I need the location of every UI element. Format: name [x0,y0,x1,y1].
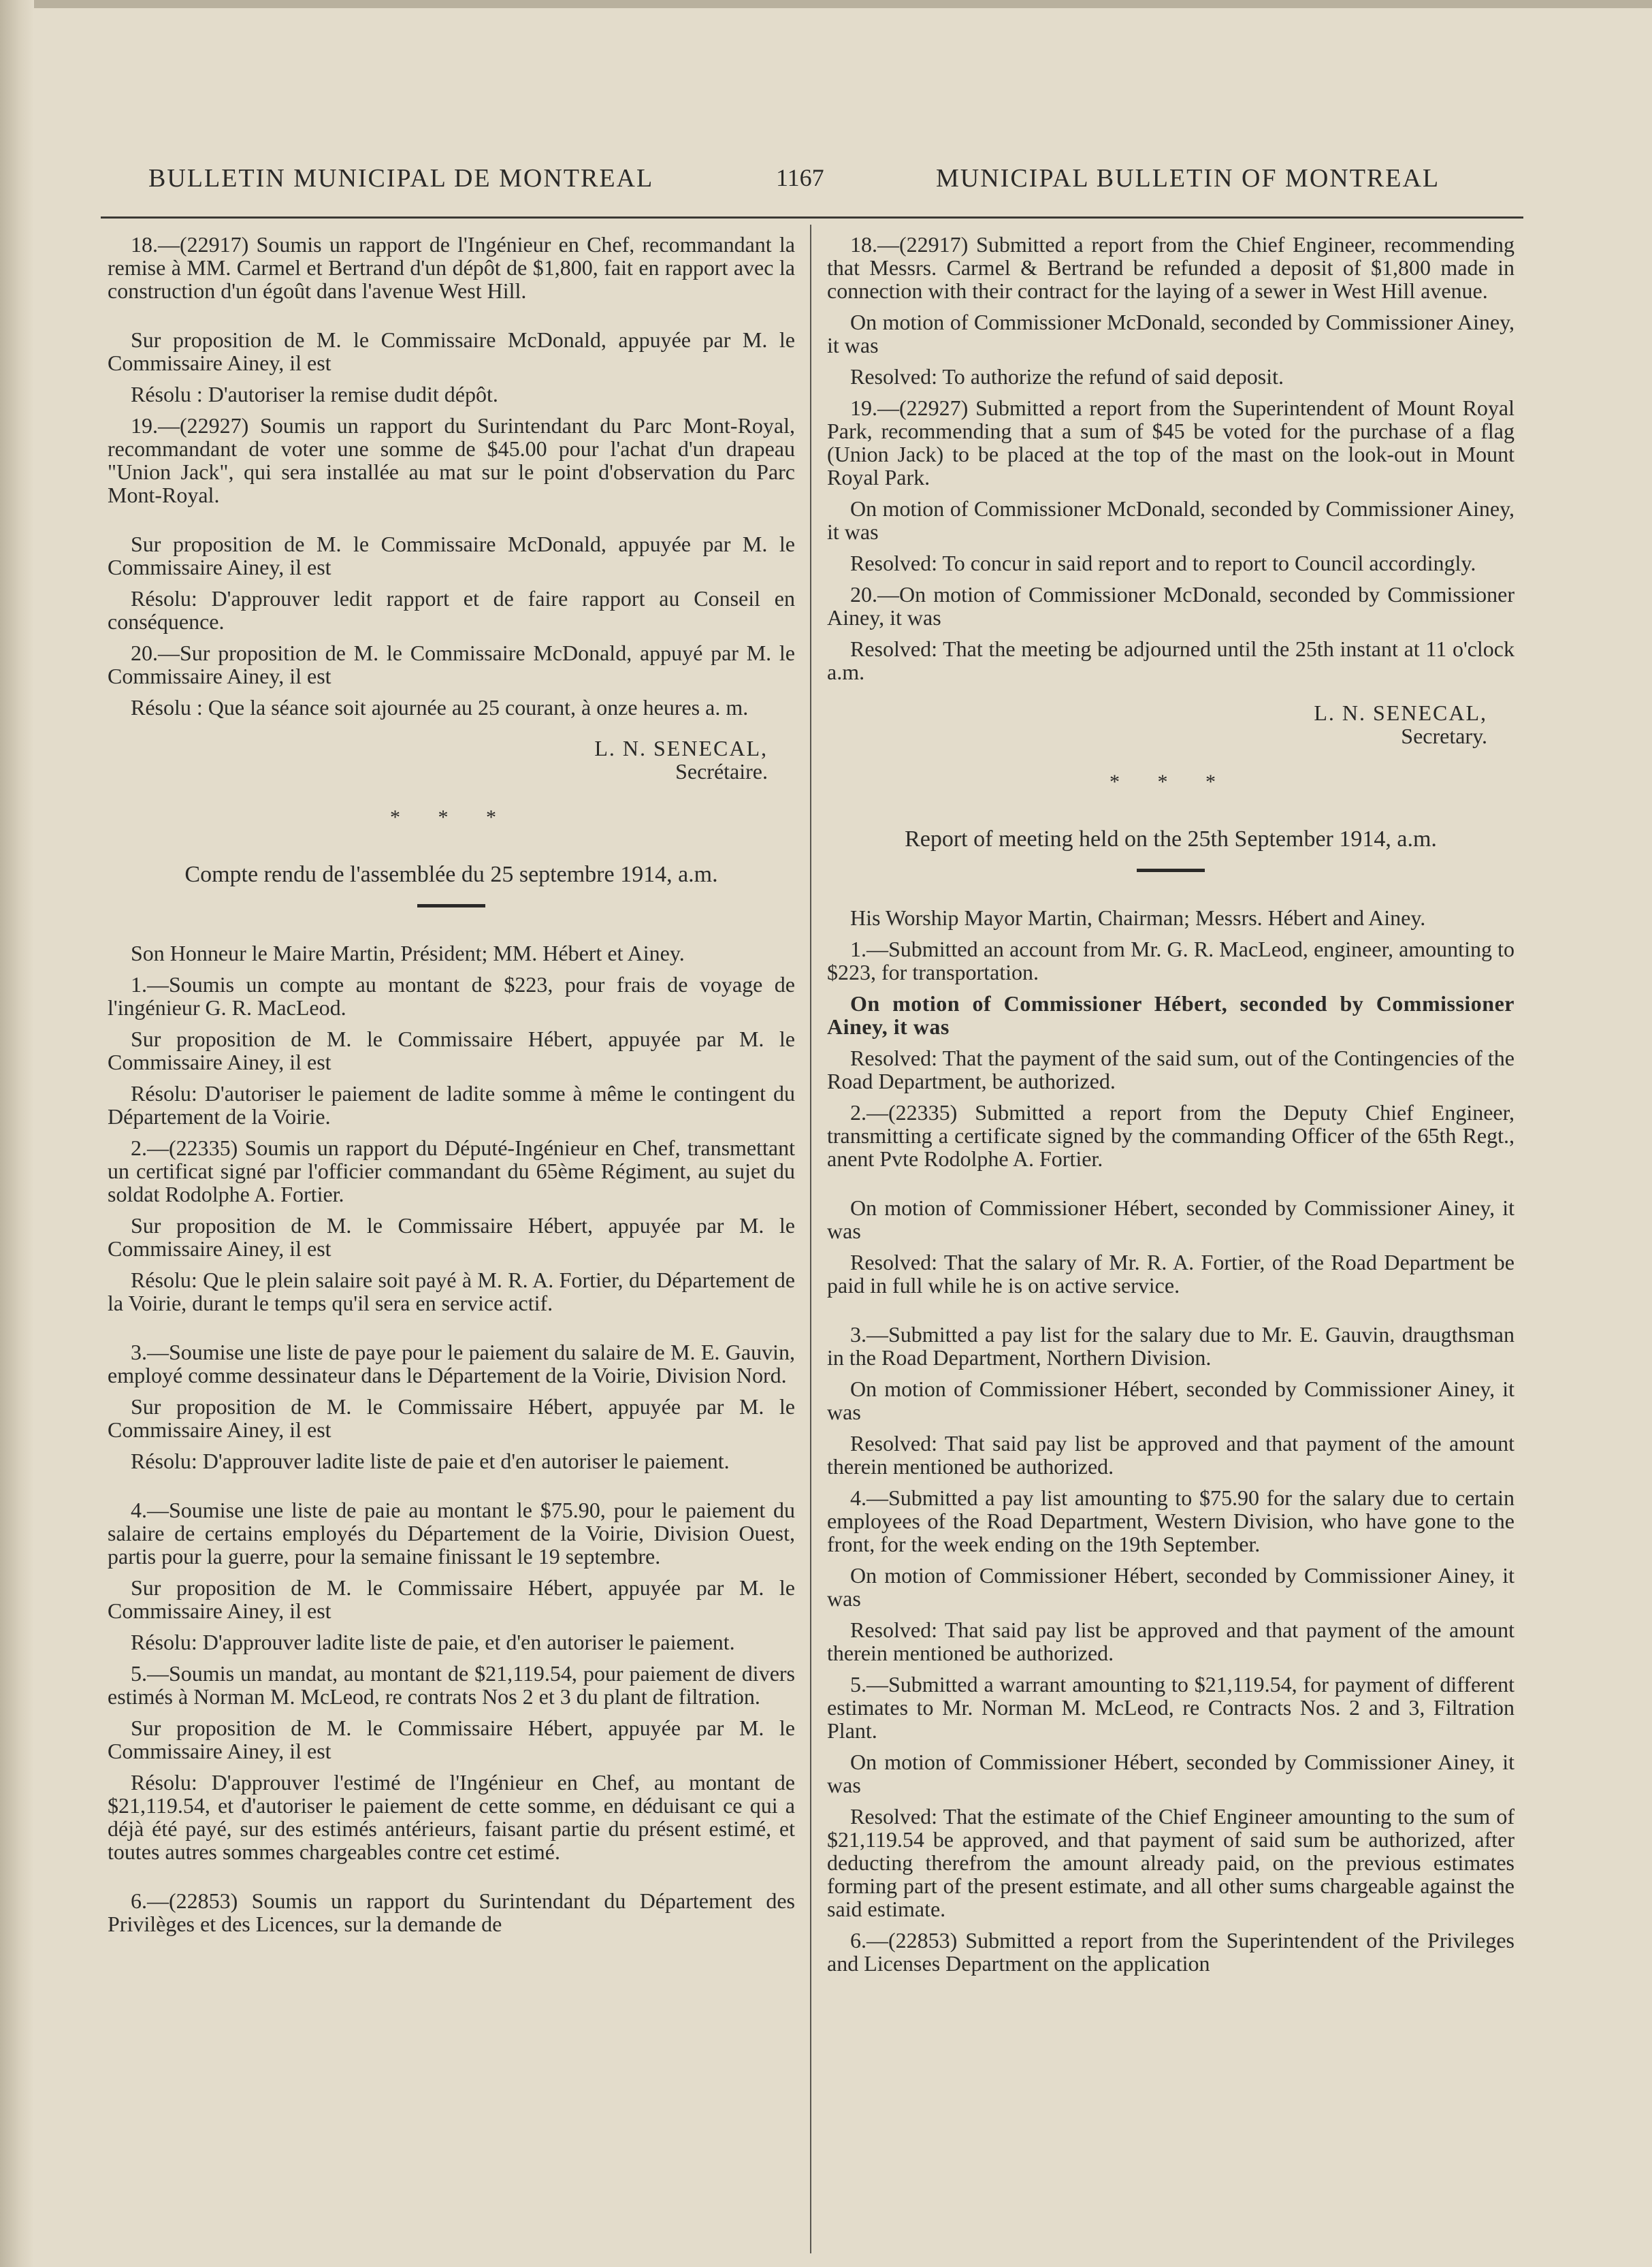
fr-item-1-resolved: Résolu: D'autoriser le paiement de ladite somme à même le contingent du Département de la Voirie. [108,1081,795,1129]
french-column [108,233,795,1944]
en-item-19-resolved: Resolved: To concur in said report and to report to Council accordingly. [850,551,1476,575]
en-item-3-motion: On motion of Commissioner Hébert, seconded by Commissioner Ainey, it was [827,1377,1515,1424]
en-item-2: 2.—(22335) Submitted a report from the Deputy Chief Engineer, transmitting a certificate signed by the commanding Officer of the 65th Regt., anent Pvte Rodolphe A. Fortier. [827,1100,1515,1171]
fr-item-4-motion: Sur proposition de M. le Commissaire Hébert, appuyée par M. le Commissaire Ainey, il est [108,1575,795,1623]
header-french-title: BULLETIN MUNICIPAL DE MONTREAL [148,164,654,193]
fr-item-1: 1.—Soumis un compte au montant de $223, pour frais de voyage de l'ingénieur G. R. MacLeod. [108,972,795,1020]
en-item-18: 18.—(22917) Submitted a report from the Chief Engineer, recommending that Messrs. Carmel & Bertrand be refunded a deposit of $1,800 made in connection with their contract for the laying of a sewer in West Hill avenue. [827,232,1515,303]
fr-item-4: 4.—Soumise une liste de paie au montant le $75.90, pour le paiement du salaire de certains employés du Département de la Voirie, Division Ouest, partis pour la guerre, pour la semaine finissant le 19 septembre. [108,1498,795,1569]
fr-item-18: 18.—(22917) Soumis un rapport de l'Ingénieur en Chef, recommandant la remise à MM. Carmel et Bertrand d'un dépôt de $1,800, fait en rapport avec la construction d'un égoût dans l'avenue West Hill. [108,232,795,303]
en-item-19: 19.—(22927) Submitted a report from the Superintendent of Mount Royal Park, recommending that a sum of $45 be voted for the purchase of a flag (Union Jack) to be placed at the top of the mast on the look-out in Mount Royal Park. [827,396,1515,489]
en-item-5: 5.—Submitted a warrant amounting to $21,119.54, for payment of different estimates to Mr. Norman M. McLeod, re Contracts Nos. 2 and 3, Filtration Plant. [827,1672,1515,1743]
fr-item-18-motion: Sur proposition de M. le Commissaire McDonald, appuyée par M. le Commissaire Ainey, il est [108,327,795,375]
en-meeting-title: Report of meeting held on the 25th September 1914, a.m. [905,826,1437,852]
en-item-1-motion: On motion of Commissioner Hébert, seconded by Commissioner Ainey, it was [827,991,1515,1039]
column-divider [810,225,811,2253]
en-item-20-resolved: Resolved: That the meeting be adjourned until the 25th instant at 11 o'clock a.m. [827,637,1515,684]
english-column [827,233,1515,1983]
page-number: 1167 [776,164,824,191]
fr-section-stars: * * * [390,806,513,829]
en-item-1: 1.—Submitted an account from Mr. G. R. MacLeod, engineer, amounting to $223, for transportation. [827,937,1515,984]
page-binding-shadow [0,0,34,2267]
en-attendance: His Worship Mayor Martin, Chairman; Messrs. Hébert and Ainey. [850,905,1426,930]
en-item-4-resolved: Resolved: That said pay list be approved and that payment of the amount therein mentioned be authorized. [827,1618,1515,1665]
en-signature [827,701,1487,747]
fr-attendance: Son Honneur le Maire Martin, Président; MM. Hébert et Ainey. [131,941,685,965]
fr-item-19-resolved: Résolu: D'approuver ledit rapport et de faire rapport au Conseil en conséquence. [108,586,795,634]
header-rule [101,216,1523,219]
en-item-3: 3.—Submitted a pay list for the salary due to Mr. E. Gauvin, draugthsman in the Road Department, Northern Division. [827,1322,1515,1370]
fr-signature-title: Secrétaire. [675,759,768,784]
en-item-20: 20.—On motion of Commissioner McDonald, seconded by Commissioner Ainey, it was [827,582,1515,630]
en-item-19-motion: On motion of Commissioner McDonald, seconded by Commissioner Ainey, it was [827,496,1515,544]
fr-item-20-resolved: Résolu : Que la séance soit ajournée au 25 courant, à onze heures a. m. [131,695,749,720]
fr-item-3-motion: Sur proposition de M. le Commissaire Hébert, appuyée par M. le Commissaire Ainey, il est [108,1394,795,1442]
en-item-4-motion: On motion of Commissioner Hébert, seconded by Commissioner Ainey, it was [827,1563,1515,1611]
en-item-6: 6.—(22853) Submitted a report from the Superintendent of the Privileges and Licenses Department on the application [827,1928,1515,1976]
fr-item-5-motion: Sur proposition de M. le Commissaire Hébert, appuyée par M. le Commissaire Ainey, il est [108,1716,795,1763]
en-item-18-resolved: Resolved: To authorize the refund of said deposit. [850,364,1284,389]
en-item-2-motion: On motion of Commissioner Hébert, seconded by Commissioner Ainey, it was [827,1195,1515,1243]
fr-signature-name: L. N. SENECAL, [594,736,768,760]
en-meeting-rule [1137,869,1205,872]
page-top-edge [0,0,1652,8]
en-item-5-motion: On motion of Commissioner Hébert, seconded by Commissioner Ainey, it was [827,1750,1515,1797]
fr-item-3-resolved: Résolu: D'approuver ladite liste de paie et d'en autoriser le paiement. [131,1449,730,1473]
fr-item-19-motion: Sur proposition de M. le Commissaire McDonald, appuyée par M. le Commissaire Ainey, il est [108,532,795,579]
en-item-18-motion: On motion of Commissioner McDonald, seconded by Commissioner Ainey, it was [827,310,1515,357]
fr-item-3: 3.—Soumise une liste de paye pour le paiement du salaire de M. E. Gauvin, employé comme dessinateur dans le Département de la Voirie, Division Nord. [108,1340,795,1387]
en-signature-title: Secretary. [1401,724,1487,748]
fr-item-2-resolved: Résolu: Que le plein salaire soit payé à M. R. A. Fortier, du Département de la Voirie, durant le temps qu'il sera en service actif. [108,1268,795,1315]
fr-signature [108,737,768,783]
en-signature-name: L. N. SENECAL, [1314,701,1487,725]
en-item-2-resolved: Resolved: That the salary of Mr. R. A. Fortier, of the Road Department be paid in full while he is on active service. [827,1250,1515,1298]
fr-item-18-resolved: Résolu : D'autoriser la remise dudit dépôt. [131,382,498,406]
header-english-title: MUNICIPAL BULLETIN OF MONTREAL [936,164,1440,193]
en-item-5-resolved: Resolved: That the estimate of the Chief Engineer amounting to the sum of $21,119.54 be approved, and that payment of said sum be authorized, after deducting therefrom the amount already paid, on the previous estimates forming part of the present estimate, and all other sums chargeable against the said estimate. [827,1804,1515,1921]
fr-item-5: 5.—Soumis un mandat, au montant de $21,119.54, pour paiement de divers estimés à Norman M. McLeod, re contrats Nos 2 et 3 du plant de filtration. [108,1661,795,1709]
fr-item-20: 20.—Sur proposition de M. le Commissaire McDonald, appuyé par M. le Commissaire Ainey, il est [108,641,795,688]
fr-item-2: 2.—(22335) Soumis un rapport du Député-Ingénieur en Chef, transmettant un certificat signé par l'officier commandant du 65ème Régiment, au sujet du soldat Rodolphe A. Fortier. [108,1136,795,1206]
fr-meeting-rule [417,904,485,907]
en-section-stars: * * * [1110,771,1232,793]
en-item-1-resolved: Resolved: That the payment of the said sum, out of the Contingencies of the Road Department, be authorized. [827,1046,1515,1093]
fr-item-5-resolved: Résolu: D'approuver l'estimé de l'Ingénieur en Chef, au montant de $21,119.54, et d'autoriser le paiement de cette somme, en déduisant ce qui a déjà été payé, sur des estimés antérieurs, faisant partie du présent estimé, et toutes autres sommes chargeables contre cet estimé. [108,1770,795,1864]
fr-item-1-motion: Sur proposition de M. le Commissaire Hébert, appuyée par M. le Commissaire Ainey, il est [108,1027,795,1074]
en-item-4: 4.—Submitted a pay list amounting to $75.90 for the salary due to certain employees of the Road Department, Western Division, who have gone to the front, for the week ending on the 19th September. [827,1485,1515,1556]
en-item-3-resolved: Resolved: That said pay list be approved and that payment of the amount therein mentioned be authorized. [827,1431,1515,1479]
fr-item-2-motion: Sur proposition de M. le Commissaire Hébert, appuyée par M. le Commissaire Ainey, il est [108,1213,795,1261]
fr-item-4-resolved: Résolu: D'approuver ladite liste de paie, et d'en autoriser le paiement. [131,1630,735,1654]
fr-item-6: 6.—(22853) Soumis un rapport du Surintendant du Département des Privilèges et des Licences, sur la demande de [108,1888,795,1936]
fr-item-19: 19.—(22927) Soumis un rapport du Surintendant du Parc Mont-Royal, recommandant de voter une somme de $45.00 pour l'achat d'un drapeau "Union Jack", qui sera installée au mat sur le point d'observation du Parc Mont-Royal. [108,413,795,507]
fr-meeting-title: Compte rendu de l'assemblée du 25 septembre 1914, a.m. [184,862,718,887]
